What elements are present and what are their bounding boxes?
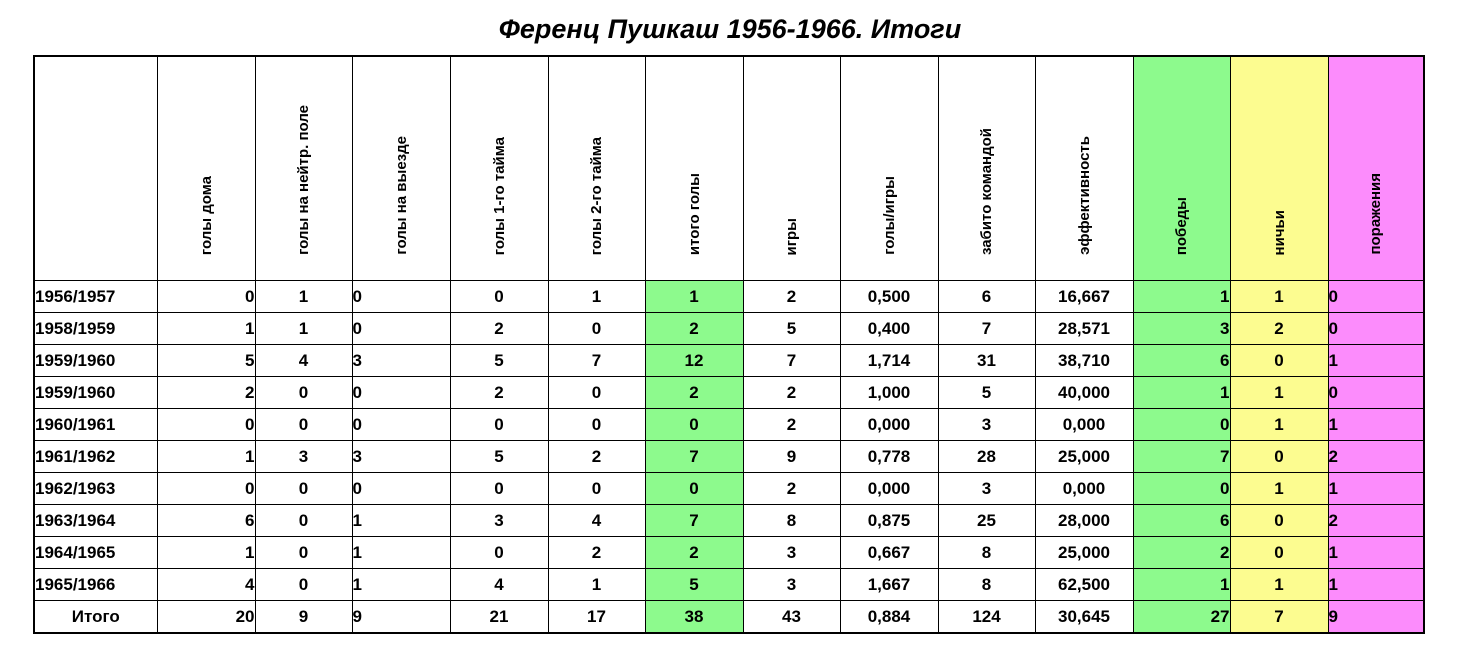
second-half-goals-cell: 0 (548, 409, 645, 441)
second-half-goals-cell: 4 (548, 505, 645, 537)
stats-table (33, 55, 1425, 634)
team-goals-cell: 31 (938, 345, 1035, 377)
home-goals-cell: 6 (157, 505, 255, 537)
neutral-goals-cell: 0 (255, 505, 352, 537)
home-goals-cell: 1 (157, 537, 255, 569)
wins-cell: 6 (1133, 505, 1230, 537)
games-cell: 8 (743, 505, 840, 537)
total-goals-cell: 7 (645, 441, 743, 473)
header-neutral-goals: голы на нейтр. поле (255, 56, 352, 281)
team-goals-cell: 7 (938, 313, 1035, 345)
wins-cell: 0 (1133, 409, 1230, 441)
first-half-goals-cell: 4 (450, 569, 548, 601)
away-goals-cell: 0 (352, 313, 450, 345)
home-goals-cell: 20 (157, 601, 255, 634)
first-half-goals-cell: 0 (450, 537, 548, 569)
efficiency-cell: 16,667 (1035, 281, 1133, 313)
efficiency-cell: 30,645 (1035, 601, 1133, 634)
neutral-goals-cell: 4 (255, 345, 352, 377)
goals-per-game-cell: 0,875 (840, 505, 938, 537)
total-goals-cell: 5 (645, 569, 743, 601)
second-half-goals-cell: 7 (548, 345, 645, 377)
total-goals-cell: 2 (645, 313, 743, 345)
home-goals-cell: 0 (157, 473, 255, 505)
season-cell: 1960/1961 (34, 409, 157, 441)
season-cell: 1962/1963 (34, 473, 157, 505)
wins-cell: 0 (1133, 473, 1230, 505)
header-home-goals: голы дома (157, 56, 255, 281)
efficiency-cell: 28,571 (1035, 313, 1133, 345)
second-half-goals-cell: 17 (548, 601, 645, 634)
losses-cell: 1 (1328, 473, 1424, 505)
losses-cell: 9 (1328, 601, 1424, 634)
losses-cell: 1 (1328, 409, 1424, 441)
wins-cell: 2 (1133, 537, 1230, 569)
header-total-goals: итого голы (645, 56, 743, 281)
goals-per-game-cell: 1,714 (840, 345, 938, 377)
neutral-goals-cell: 9 (255, 601, 352, 634)
games-cell: 5 (743, 313, 840, 345)
goals-per-game-cell: 0,400 (840, 313, 938, 345)
goals-per-game-cell: 0,884 (840, 601, 938, 634)
wins-cell: 1 (1133, 281, 1230, 313)
efficiency-cell: 40,000 (1035, 377, 1133, 409)
second-half-goals-cell: 0 (548, 377, 645, 409)
table-row (34, 569, 1424, 601)
games-cell: 7 (743, 345, 840, 377)
second-half-goals-cell: 1 (548, 569, 645, 601)
neutral-goals-cell: 0 (255, 569, 352, 601)
home-goals-cell: 1 (157, 441, 255, 473)
efficiency-cell: 28,000 (1035, 505, 1133, 537)
header-row (34, 56, 1424, 281)
goals-per-game-cell: 0,000 (840, 473, 938, 505)
losses-cell: 0 (1328, 377, 1424, 409)
stats-table-body (34, 281, 1424, 634)
efficiency-cell: 25,000 (1035, 441, 1133, 473)
losses-cell: 1 (1328, 537, 1424, 569)
neutral-goals-cell: 1 (255, 313, 352, 345)
wins-cell: 1 (1133, 377, 1230, 409)
team-goals-cell: 28 (938, 441, 1035, 473)
header-efficiency: эффективность (1035, 56, 1133, 281)
total-goals-cell: 0 (645, 409, 743, 441)
away-goals-cell: 1 (352, 569, 450, 601)
total-goals-cell: 7 (645, 505, 743, 537)
goals-per-game-cell: 0,667 (840, 537, 938, 569)
wins-cell: 7 (1133, 441, 1230, 473)
season-cell: 1958/1959 (34, 313, 157, 345)
header-team-goals: забито командой (938, 56, 1035, 281)
draws-cell: 1 (1230, 281, 1328, 313)
wins-cell: 6 (1133, 345, 1230, 377)
header-games: игры (743, 56, 840, 281)
games-cell: 9 (743, 441, 840, 473)
games-cell: 2 (743, 473, 840, 505)
neutral-goals-cell: 0 (255, 377, 352, 409)
neutral-goals-cell: 3 (255, 441, 352, 473)
table-row (34, 313, 1424, 345)
total-goals-cell: 2 (645, 537, 743, 569)
table-row (34, 441, 1424, 473)
team-goals-cell: 6 (938, 281, 1035, 313)
away-goals-cell: 0 (352, 409, 450, 441)
first-half-goals-cell: 2 (450, 377, 548, 409)
neutral-goals-cell: 0 (255, 409, 352, 441)
first-half-goals-cell: 3 (450, 505, 548, 537)
total-goals-cell: 2 (645, 377, 743, 409)
efficiency-cell: 62,500 (1035, 569, 1133, 601)
season-cell: 1959/1960 (34, 377, 157, 409)
header-goals-per-game: голы/игры (840, 56, 938, 281)
losses-cell: 0 (1328, 313, 1424, 345)
second-half-goals-cell: 0 (548, 473, 645, 505)
header-losses: поражения (1328, 56, 1424, 281)
table-row (34, 345, 1424, 377)
games-cell: 3 (743, 537, 840, 569)
season-cell: 1956/1957 (34, 281, 157, 313)
header-first-half-goals: голы 1-го тайма (450, 56, 548, 281)
goals-per-game-cell: 0,500 (840, 281, 938, 313)
team-goals-cell: 8 (938, 537, 1035, 569)
second-half-goals-cell: 1 (548, 281, 645, 313)
home-goals-cell: 0 (157, 409, 255, 441)
draws-cell: 0 (1230, 537, 1328, 569)
first-half-goals-cell: 21 (450, 601, 548, 634)
efficiency-cell: 0,000 (1035, 473, 1133, 505)
first-half-goals-cell: 2 (450, 313, 548, 345)
season-cell: 1964/1965 (34, 537, 157, 569)
losses-cell: 0 (1328, 281, 1424, 313)
total-goals-cell: 1 (645, 281, 743, 313)
totals-row (34, 601, 1424, 634)
wins-cell: 27 (1133, 601, 1230, 634)
table-row (34, 377, 1424, 409)
away-goals-cell: 0 (352, 377, 450, 409)
second-half-goals-cell: 2 (548, 537, 645, 569)
table-row (34, 505, 1424, 537)
wins-cell: 1 (1133, 569, 1230, 601)
efficiency-cell: 38,710 (1035, 345, 1133, 377)
draws-cell: 2 (1230, 313, 1328, 345)
neutral-goals-cell: 1 (255, 281, 352, 313)
team-goals-cell: 3 (938, 473, 1035, 505)
home-goals-cell: 2 (157, 377, 255, 409)
away-goals-cell: 3 (352, 441, 450, 473)
header-second-half-goals: голы 2-го тайма (548, 56, 645, 281)
first-half-goals-cell: 5 (450, 345, 548, 377)
season-cell: 1959/1960 (34, 345, 157, 377)
team-goals-cell: 5 (938, 377, 1035, 409)
first-half-goals-cell: 5 (450, 441, 548, 473)
first-half-goals-cell: 0 (450, 281, 548, 313)
header-draws: ничьи (1230, 56, 1328, 281)
header-wins: победы (1133, 56, 1230, 281)
first-half-goals-cell: 0 (450, 473, 548, 505)
total-goals-cell: 38 (645, 601, 743, 634)
wins-cell: 3 (1133, 313, 1230, 345)
efficiency-cell: 0,000 (1035, 409, 1133, 441)
games-cell: 2 (743, 377, 840, 409)
season-cell: 1965/1966 (34, 569, 157, 601)
table-row (34, 281, 1424, 313)
goals-per-game-cell: 1,000 (840, 377, 938, 409)
away-goals-cell: 0 (352, 473, 450, 505)
draws-cell: 0 (1230, 441, 1328, 473)
neutral-goals-cell: 0 (255, 473, 352, 505)
games-cell: 3 (743, 569, 840, 601)
total-goals-cell: 0 (645, 473, 743, 505)
team-goals-cell: 25 (938, 505, 1035, 537)
away-goals-cell: 9 (352, 601, 450, 634)
losses-cell: 2 (1328, 441, 1424, 473)
draws-cell: 1 (1230, 569, 1328, 601)
draws-cell: 1 (1230, 409, 1328, 441)
draws-cell: 0 (1230, 505, 1328, 537)
header-season-cell (34, 56, 157, 281)
goals-per-game-cell: 0,000 (840, 409, 938, 441)
goals-per-game-cell: 1,667 (840, 569, 938, 601)
losses-cell: 1 (1328, 569, 1424, 601)
header-away-goals: голы на выезде (352, 56, 450, 281)
draws-cell: 1 (1230, 377, 1328, 409)
draws-cell: 7 (1230, 601, 1328, 634)
home-goals-cell: 4 (157, 569, 255, 601)
table-row (34, 409, 1424, 441)
second-half-goals-cell: 2 (548, 441, 645, 473)
away-goals-cell: 3 (352, 345, 450, 377)
home-goals-cell: 0 (157, 281, 255, 313)
games-cell: 2 (743, 409, 840, 441)
page-title: Ференц Пушкаш 1956-1966. Итоги (498, 14, 962, 44)
away-goals-cell: 0 (352, 281, 450, 313)
home-goals-cell: 1 (157, 313, 255, 345)
away-goals-cell: 1 (352, 537, 450, 569)
neutral-goals-cell: 0 (255, 537, 352, 569)
first-half-goals-cell: 0 (450, 409, 548, 441)
team-goals-cell: 124 (938, 601, 1035, 634)
season-cell: 1961/1962 (34, 441, 157, 473)
table-row (34, 473, 1424, 505)
total-goals-cell: 12 (645, 345, 743, 377)
away-goals-cell: 1 (352, 505, 450, 537)
goals-per-game-cell: 0,778 (840, 441, 938, 473)
games-cell: 43 (743, 601, 840, 634)
team-goals-cell: 3 (938, 409, 1035, 441)
table-row (34, 537, 1424, 569)
second-half-goals-cell: 0 (548, 313, 645, 345)
season-cell: 1963/1964 (34, 505, 157, 537)
totals-label: Итого (34, 601, 157, 634)
losses-cell: 1 (1328, 345, 1424, 377)
home-goals-cell: 5 (157, 345, 255, 377)
efficiency-cell: 25,000 (1035, 537, 1133, 569)
draws-cell: 0 (1230, 345, 1328, 377)
team-goals-cell: 8 (938, 569, 1035, 601)
losses-cell: 2 (1328, 505, 1424, 537)
draws-cell: 1 (1230, 473, 1328, 505)
games-cell: 2 (743, 281, 840, 313)
